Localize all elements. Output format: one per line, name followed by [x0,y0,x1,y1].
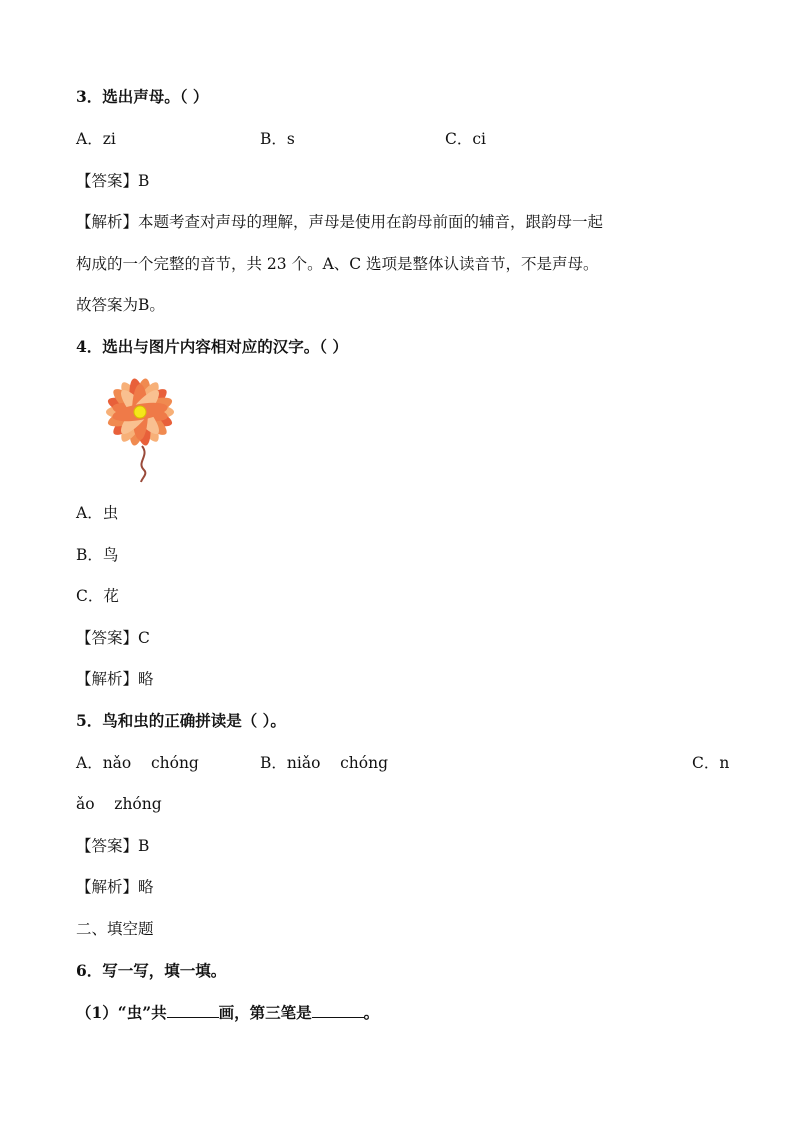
q3-option-b: B．s [260,130,295,148]
q3-question: 3．选出声母。（ ） [76,87,209,106]
flower-image [78,370,202,484]
q3-analysis-line-2: 构成的一个完整的音节，共 23 个。A、C 选项是整体认读音节，不是声母。 [76,255,599,273]
q4-question: 4．选出与图片内容相对应的汉字。（ ） [76,337,348,356]
q6-sub-1-text-b: 画，第三笔是 [218,1003,312,1022]
q5-option-c: C．n [692,754,730,772]
q4-answer: 【答案】C [76,629,150,647]
q6-sub-1-text-c: 。 [363,1003,380,1022]
q3-analysis-line-3: 故答案为B。 [76,296,165,314]
q4-option-c: C．花 [76,587,119,605]
q5-analysis: 【解析】略 [76,878,154,896]
q6-sub-1-text-a: （1）“虫”共 [76,1003,167,1022]
q3-option-c: C．ci [445,130,486,148]
q5-option-c-continued: ǎo zhóng [76,795,162,813]
q5-question: 5．鸟和虫的正确拼读是（ ）。 [76,711,286,730]
q5-option-b: B．niǎo chóng [260,754,389,772]
q4-option-b: B．鸟 [76,546,119,564]
q3-option-a: A．zi [76,130,116,148]
flower-stem [141,446,145,482]
q6-question: 6．写一写，填一填。 [76,961,227,980]
q6-sub-1 [76,1001,379,1024]
q3-answer: 【答案】B [76,172,150,190]
q5-option-a: A．nǎo chóng [76,754,199,772]
q3-analysis-line-1: 【解析】本题考查对声母的理解，声母是使用在韵母前面的辅音，跟韵母一起 [76,213,604,231]
q4-analysis: 【解析】略 [76,670,154,688]
blank-third-stroke[interactable] [312,1001,364,1018]
flower-center [134,406,146,418]
section-title: 二、填空题 [76,920,154,938]
q5-answer: 【答案】B [76,837,150,855]
q4-option-a: A．虫 [76,504,119,522]
blank-stroke-count[interactable] [167,1001,219,1018]
